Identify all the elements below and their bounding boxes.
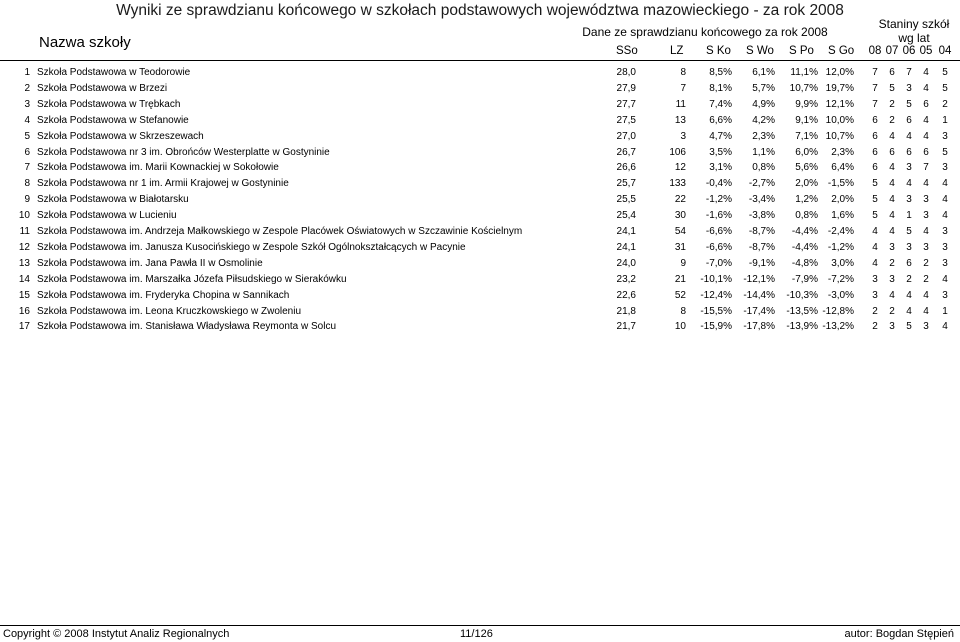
spo-value: 7,1% xyxy=(795,130,818,142)
row-number: 2 xyxy=(24,82,30,94)
row-number: 6 xyxy=(24,146,30,158)
spo-value: -4,4% xyxy=(791,226,818,237)
spo-value: 5,6% xyxy=(795,162,818,174)
sso-value: 24,1 xyxy=(616,226,636,237)
row-number: 10 xyxy=(18,210,30,222)
swo-value: -2,7% xyxy=(748,178,775,190)
stanine-05: 4 xyxy=(923,130,929,142)
school-name: Szkoła Podstawowa im. Marszałka Józefa Piłsudskiego w Sierakówku xyxy=(37,273,347,285)
lz-value: 9 xyxy=(680,257,686,269)
year-header-07: 07 xyxy=(885,45,899,57)
sso-value: 22,6 xyxy=(616,289,636,301)
stanine-05: 6 xyxy=(923,98,929,110)
table-row xyxy=(0,272,960,288)
stanine-04: 3 xyxy=(942,226,948,237)
ranks-group-header xyxy=(868,17,960,45)
sgo-value: 2,0% xyxy=(831,194,854,206)
school-name: Szkoła Podstawowa w Brzezi xyxy=(37,82,168,94)
sko-value: -0,4% xyxy=(705,178,732,190)
stanine-04: 5 xyxy=(942,146,948,158)
sso-value: 26,7 xyxy=(616,146,636,158)
stanine-08: 5 xyxy=(872,210,878,222)
swo-value: 0,8% xyxy=(752,162,775,174)
footer-author: autor: Bogdan Stępień xyxy=(844,628,954,640)
row-number: 1 xyxy=(24,67,30,78)
stanine-05: 2 xyxy=(923,273,929,285)
school-name: Szkoła Podstawowa im. Janusza Kusocińskiego w Zespole Szkół Ogólnokształcących w Pacynie xyxy=(37,241,466,253)
stanine-07: 4 xyxy=(889,178,895,190)
stanine-04: 4 xyxy=(942,321,948,333)
row-number: 15 xyxy=(18,289,30,301)
stanine-06: 3 xyxy=(906,241,912,253)
sgo-value: -2,4% xyxy=(827,226,854,237)
sgo-value: -1,2% xyxy=(827,241,854,253)
col-header-sko: S Ko xyxy=(706,45,731,57)
sko-value: -10,1% xyxy=(700,273,732,285)
table-row xyxy=(0,304,960,320)
col-header-sso: SSo xyxy=(616,45,638,57)
school-column-header: Nazwa szkoły xyxy=(39,34,131,51)
spo-value: -13,5% xyxy=(786,305,818,317)
stanine-05: 4 xyxy=(923,226,929,237)
lz-value: 10 xyxy=(674,321,686,333)
table-row xyxy=(0,113,960,129)
swo-value: 6,1% xyxy=(752,67,775,78)
stanine-04: 4 xyxy=(942,178,948,190)
year-header-08: 08 xyxy=(868,45,882,57)
stanine-08: 5 xyxy=(872,194,878,206)
stanine-07: 4 xyxy=(889,289,895,301)
year-header-04: 04 xyxy=(938,45,952,57)
sso-value: 24,0 xyxy=(616,257,636,269)
stanine-07: 2 xyxy=(889,305,895,317)
stanine-05: 6 xyxy=(923,146,929,158)
lz-value: 13 xyxy=(674,114,686,126)
sso-value: 25,4 xyxy=(616,210,636,222)
stanine-07: 6 xyxy=(889,67,895,78)
sso-value: 27,9 xyxy=(616,82,636,94)
sko-value: 4,7% xyxy=(709,130,732,142)
stanine-08: 6 xyxy=(872,130,878,142)
sgo-value: 1,6% xyxy=(831,210,854,222)
sko-value: -1,2% xyxy=(705,194,732,206)
spo-value: -10,3% xyxy=(786,289,818,301)
school-name: Szkoła Podstawowa w Trębkach xyxy=(37,98,181,110)
stanine-08: 3 xyxy=(872,289,878,301)
swo-value: -3,8% xyxy=(748,210,775,222)
stanine-08: 3 xyxy=(872,273,878,285)
swo-value: -14,4% xyxy=(743,289,775,301)
stanine-06: 3 xyxy=(906,194,912,206)
stanine-08: 7 xyxy=(872,82,878,94)
sko-value: 8,5% xyxy=(709,67,732,78)
sgo-value: 12,0% xyxy=(825,67,854,78)
sko-value: -15,5% xyxy=(700,305,732,317)
sko-value: -12,4% xyxy=(700,289,732,301)
stanine-06: 5 xyxy=(906,226,912,237)
swo-value: -3,4% xyxy=(748,194,775,206)
stanine-05: 3 xyxy=(923,194,929,206)
lz-value: 21 xyxy=(674,273,686,285)
school-name: Szkoła Podstawowa nr 1 im. Armii Krajowej w Gostyninie xyxy=(37,178,289,190)
sso-value: 27,5 xyxy=(616,114,636,126)
stanine-08: 6 xyxy=(872,146,878,158)
stanine-07: 4 xyxy=(889,194,895,206)
row-number: 12 xyxy=(18,241,30,253)
stanine-06: 5 xyxy=(906,321,912,333)
row-number: 4 xyxy=(24,114,30,126)
table-row xyxy=(0,129,960,145)
school-name: Szkoła Podstawowa im. Leona Kruczkowskiego w Zwoleniu xyxy=(37,305,302,317)
stanine-05: 3 xyxy=(923,210,929,222)
stanine-05: 4 xyxy=(923,178,929,190)
row-number: 7 xyxy=(24,162,30,174)
row-number: 14 xyxy=(18,273,30,285)
swo-value: 4,9% xyxy=(752,98,775,110)
stanine-07: 3 xyxy=(889,241,895,253)
stanine-07: 2 xyxy=(889,257,895,269)
swo-value: 5,7% xyxy=(752,82,775,94)
sso-value: 25,7 xyxy=(616,178,636,190)
swo-value: -8,7% xyxy=(748,241,775,253)
sko-value: 7,4% xyxy=(709,98,732,110)
sgo-value: 19,7% xyxy=(825,82,854,94)
year-header-05: 05 xyxy=(919,45,933,57)
sko-value: 3,5% xyxy=(709,146,732,158)
stanine-06: 4 xyxy=(906,289,912,301)
table-row xyxy=(0,288,960,304)
swo-value: -12,1% xyxy=(743,273,775,285)
sgo-value: -7,2% xyxy=(827,273,854,285)
stanine-06: 6 xyxy=(906,257,912,269)
sko-value: 6,6% xyxy=(709,114,732,126)
row-number: 13 xyxy=(18,257,30,269)
sso-value: 21,8 xyxy=(616,305,636,317)
sko-value: 8,1% xyxy=(709,82,732,94)
stanine-04: 1 xyxy=(942,305,948,317)
row-number: 8 xyxy=(24,178,30,190)
footer-divider xyxy=(0,625,960,626)
sgo-value: 3,0% xyxy=(831,257,854,269)
sso-value: 23,2 xyxy=(616,273,636,285)
sgo-value: -12,8% xyxy=(822,305,854,317)
footer-copyright: Copyright © 2008 Instytut Analiz Regionalnych xyxy=(3,628,230,640)
ranks-group-header-line1: Staniny szkół xyxy=(878,17,950,31)
stanine-06: 4 xyxy=(906,305,912,317)
sgo-value: -13,2% xyxy=(822,321,854,333)
lz-value: 30 xyxy=(674,210,686,222)
spo-value: 9,9% xyxy=(795,98,818,110)
sgo-value: 6,4% xyxy=(831,162,854,174)
sgo-value: 2,3% xyxy=(831,146,854,158)
stanine-07: 4 xyxy=(889,130,895,142)
stanine-05: 4 xyxy=(923,114,929,126)
stanine-07: 4 xyxy=(889,210,895,222)
row-number: 16 xyxy=(18,305,30,317)
stanine-07: 3 xyxy=(889,321,895,333)
swo-value: -17,8% xyxy=(743,321,775,333)
row-number: 3 xyxy=(24,98,30,110)
school-name: Szkoła Podstawowa w Stefanowie xyxy=(37,114,189,126)
sso-value: 26,6 xyxy=(616,162,636,174)
stanine-08: 6 xyxy=(872,114,878,126)
table-row xyxy=(0,160,960,176)
lz-value: 22 xyxy=(674,194,686,206)
stanine-08: 6 xyxy=(872,162,878,174)
sso-value: 25,5 xyxy=(616,194,636,206)
stanine-06: 5 xyxy=(906,98,912,110)
page-title: Wyniki ze sprawdzianu końcowego w szkołach podstawowych województwa mazowieckiego - za rok 2008 xyxy=(116,2,844,19)
stanine-08: 2 xyxy=(872,305,878,317)
spo-value: 10,7% xyxy=(789,82,818,94)
stanine-05: 4 xyxy=(923,82,929,94)
stanine-04: 3 xyxy=(942,257,948,269)
lz-value: 8 xyxy=(680,67,686,78)
stanine-04: 4 xyxy=(942,210,948,222)
school-name: Szkoła Podstawowa im. Stanisława Władysława Reymonta w Solcu xyxy=(37,321,337,333)
row-number: 17 xyxy=(18,321,30,333)
stanine-04: 3 xyxy=(942,162,948,174)
stanine-07: 5 xyxy=(889,82,895,94)
school-name: Szkoła Podstawowa w Skrzeszewach xyxy=(37,130,204,142)
stanine-08: 7 xyxy=(872,98,878,110)
stanine-07: 2 xyxy=(889,114,895,126)
stanine-08: 2 xyxy=(872,321,878,333)
table-row xyxy=(0,256,960,272)
table-row xyxy=(0,319,960,335)
stanine-07: 3 xyxy=(889,273,895,285)
sko-value: 3,1% xyxy=(709,162,732,174)
sko-value: -7,0% xyxy=(705,257,732,269)
stanine-05: 3 xyxy=(923,241,929,253)
sso-value: 27,0 xyxy=(616,130,636,142)
school-name: Szkoła Podstawowa nr 3 im. Obrońców Westerplatte w Gostyninie xyxy=(37,146,330,158)
stanine-05: 4 xyxy=(923,289,929,301)
swo-value: -17,4% xyxy=(743,305,775,317)
stanine-05: 4 xyxy=(923,67,929,78)
lz-value: 11 xyxy=(675,98,686,110)
stanine-04: 3 xyxy=(942,241,948,253)
stanine-06: 6 xyxy=(906,146,912,158)
school-name: Szkoła Podstawowa im. Marii Kownackiej w Sokołowie xyxy=(37,162,279,174)
spo-value: -13,9% xyxy=(786,321,818,333)
ranks-group-header-line2: wg lat xyxy=(898,31,930,45)
swo-value: -8,7% xyxy=(748,226,775,237)
sko-value: -15,9% xyxy=(700,321,732,333)
stanine-08: 4 xyxy=(872,241,878,253)
stanine-07: 4 xyxy=(889,162,895,174)
stanine-07: 4 xyxy=(889,226,895,237)
school-name: Szkoła Podstawowa im. Jana Pawła II w Osmolinie xyxy=(37,257,263,269)
lz-value: 54 xyxy=(674,226,686,237)
sgo-value: -1,5% xyxy=(827,178,854,190)
table-row xyxy=(0,240,960,256)
spo-value: -4,8% xyxy=(791,257,818,269)
school-name: Szkoła Podstawowa w Białotarsku xyxy=(37,194,189,206)
sgo-value: 12,1% xyxy=(825,98,854,110)
row-number: 11 xyxy=(19,226,30,237)
table-row xyxy=(0,145,960,161)
stanine-06: 4 xyxy=(906,130,912,142)
lz-value: 12 xyxy=(674,162,686,174)
col-header-lz: LZ xyxy=(670,45,684,57)
school-name: Szkoła Podstawowa im. Andrzeja Małkowskiego w Zespole Placówek Oświatowych w Szczawinie Kościelnym xyxy=(37,226,523,237)
stanine-04: 5 xyxy=(942,82,948,94)
stanine-06: 4 xyxy=(906,178,912,190)
sko-value: -1,6% xyxy=(705,210,732,222)
spo-value: 0,8% xyxy=(795,210,818,222)
table-row xyxy=(0,81,960,97)
year-header-06: 06 xyxy=(902,45,916,57)
stanine-04: 4 xyxy=(942,194,948,206)
table-row xyxy=(0,192,960,208)
col-header-sgo: S Go xyxy=(828,45,855,57)
col-header-swo: S Wo xyxy=(746,45,774,57)
stanine-06: 3 xyxy=(906,162,912,174)
table-row xyxy=(0,176,960,192)
stanine-04: 3 xyxy=(942,130,948,142)
swo-value: 4,2% xyxy=(752,114,775,126)
spo-value: 1,2% xyxy=(795,194,818,206)
swo-value: 2,3% xyxy=(752,130,775,142)
stanine-04: 5 xyxy=(942,67,948,78)
stanine-04: 2 xyxy=(942,98,948,110)
spo-value: -4,4% xyxy=(791,241,818,253)
table-row xyxy=(0,65,960,81)
stanine-07: 2 xyxy=(889,98,895,110)
school-name: Szkoła Podstawowa w Teodorowie xyxy=(37,67,191,78)
sgo-value: -3,0% xyxy=(827,289,854,301)
table-row xyxy=(0,224,960,240)
sso-value: 24,1 xyxy=(616,241,636,253)
sso-value: 27,7 xyxy=(616,98,636,110)
stanine-06: 1 xyxy=(906,210,912,222)
lz-value: 52 xyxy=(674,289,686,301)
stanine-04: 3 xyxy=(942,289,948,301)
lz-value: 7 xyxy=(680,82,686,94)
stanine-06: 2 xyxy=(906,273,912,285)
sso-value: 28,0 xyxy=(616,67,636,78)
lz-value: 133 xyxy=(669,178,686,190)
lz-value: 106 xyxy=(669,146,686,158)
spo-value: 9,1% xyxy=(795,114,818,126)
stanine-06: 7 xyxy=(906,67,912,78)
stanine-05: 3 xyxy=(923,321,929,333)
sko-value: -6,6% xyxy=(705,226,732,237)
spo-value: 2,0% xyxy=(795,178,818,190)
stanine-04: 1 xyxy=(942,114,948,126)
stanine-06: 3 xyxy=(906,82,912,94)
school-name: Szkoła Podstawowa w Lucieniu xyxy=(37,210,177,222)
sso-value: 21,7 xyxy=(616,321,636,333)
stanine-08: 5 xyxy=(872,178,878,190)
lz-value: 3 xyxy=(680,130,686,142)
footer-page-number: 11/126 xyxy=(460,628,493,640)
stanine-05: 7 xyxy=(923,162,929,174)
table-row xyxy=(0,208,960,224)
header-divider xyxy=(0,60,960,61)
sgo-value: 10,0% xyxy=(825,114,854,126)
stanine-08: 7 xyxy=(872,67,878,78)
stanine-05: 4 xyxy=(923,305,929,317)
row-number: 5 xyxy=(24,130,30,142)
swo-value: -9,1% xyxy=(748,257,775,269)
spo-value: 11,1% xyxy=(790,67,818,78)
stanine-04: 4 xyxy=(942,273,948,285)
table-row xyxy=(0,97,960,113)
spo-value: -7,9% xyxy=(791,273,818,285)
sgo-value: 10,7% xyxy=(825,130,854,142)
stanine-06: 6 xyxy=(906,114,912,126)
sko-value: -6,6% xyxy=(705,241,732,253)
school-name: Szkoła Podstawowa im. Fryderyka Chopina w Sannikach xyxy=(37,289,290,301)
stanine-08: 4 xyxy=(872,257,878,269)
lz-value: 31 xyxy=(674,241,686,253)
col-header-spo: S Po xyxy=(789,45,814,57)
swo-value: 1,1% xyxy=(752,146,775,158)
stanine-08: 4 xyxy=(872,226,878,237)
stanine-05: 2 xyxy=(923,257,929,269)
results-group-header: Dane ze sprawdzianu końcowego za rok 2008 xyxy=(582,25,828,39)
lz-value: 8 xyxy=(680,305,686,317)
stanine-07: 6 xyxy=(889,146,895,158)
row-number: 9 xyxy=(24,194,30,206)
spo-value: 6,0% xyxy=(795,146,818,158)
